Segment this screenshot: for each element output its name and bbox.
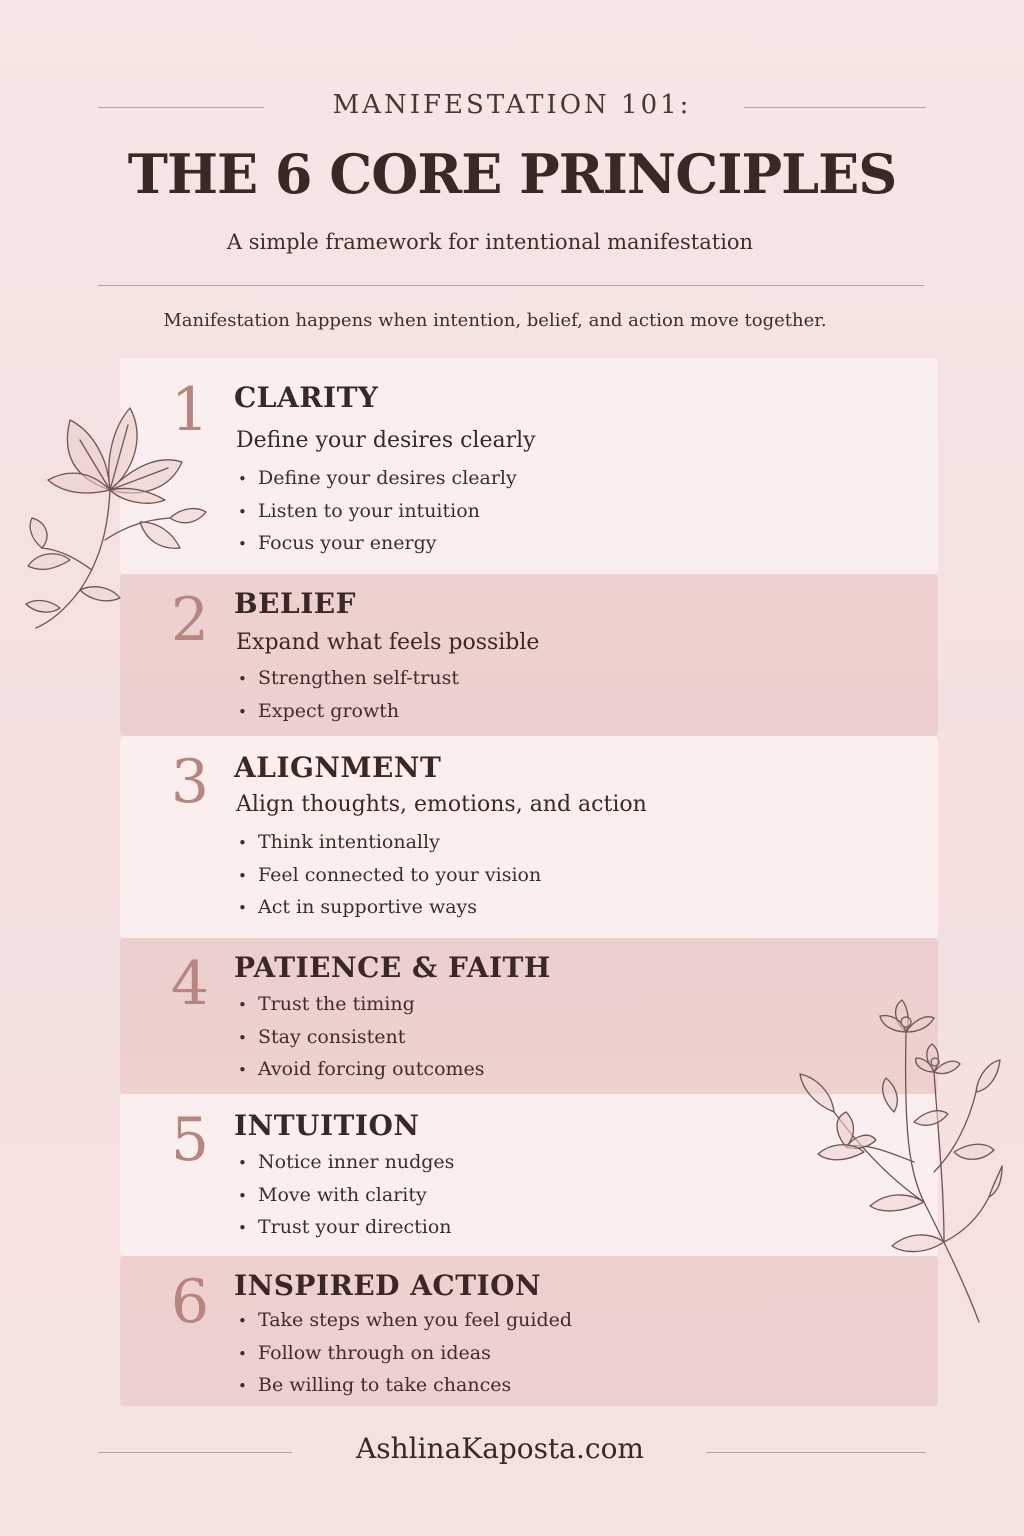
principle-card-alignment [120,736,938,938]
principle-number: 5 [170,1105,210,1175]
principle-tagline: Align thoughts, emotions, and action [236,792,647,817]
principle-title: CLARITY [234,381,379,414]
principle-bullets [238,826,541,924]
list-item: • Think intentionally [238,826,541,859]
list-item: • Avoid forcing outcomes [238,1053,485,1086]
list-item: • Trust the timing [238,988,485,1021]
principle-tagline: Define your desires clearly [236,428,536,453]
principle-title: BELIEF [234,587,357,620]
principle-bullets [238,662,459,727]
principle-number: 4 [170,949,210,1019]
principle-title: PATIENCE & FAITH [234,951,551,984]
eyebrow-heading: MANIFESTATION 101: [332,90,692,120]
page-subtitle: A simple framework for intentional manifestation [226,230,754,254]
list-item: • Strengthen self-trust [238,662,459,695]
list-item: • Listen to your intuition [238,495,517,528]
principle-bullets [238,1304,572,1402]
list-item: • Feel connected to your vision [238,859,541,892]
intro-text: Manifestation happens when intention, belief, and action move together. [163,310,827,331]
list-item: • Stay consistent [238,1021,485,1054]
principle-card-clarity [120,358,938,574]
page-title: THE 6 CORE PRINCIPLES [127,142,897,206]
principle-title: INSPIRED ACTION [234,1269,542,1302]
header-divider [98,285,924,286]
list-item: • Expect growth [238,695,459,728]
principle-title: INTUITION [234,1109,420,1142]
wildflower-illustration [794,992,1004,1332]
list-item: • Be willing to take chances [238,1369,572,1402]
principle-bullets [238,1146,454,1244]
list-item: • Take steps when you feel guided [238,1304,572,1337]
list-item: • Notice inner nudges [238,1146,454,1179]
list-item: • Trust your direction [238,1211,454,1244]
principle-number: 2 [170,585,210,655]
principle-card-belief [120,574,938,736]
list-item: • Focus your energy [238,527,517,560]
footer-website: AshlinaKaposta.com [356,1432,644,1465]
list-item: • Act in supportive ways [238,891,541,924]
magnolia-illustration [20,400,220,635]
principle-number: 6 [170,1267,210,1337]
list-item: • Define your desires clearly [238,462,517,495]
principle-title: ALIGNMENT [234,751,442,784]
principle-bullets [238,462,517,560]
list-item: • Follow through on ideas [238,1337,572,1370]
principle-number: 1 [170,375,210,445]
principle-bullets [238,988,485,1086]
principle-tagline: Expand what feels possible [236,630,540,655]
principle-number: 3 [170,747,210,817]
list-item: • Move with clarity [238,1179,454,1212]
